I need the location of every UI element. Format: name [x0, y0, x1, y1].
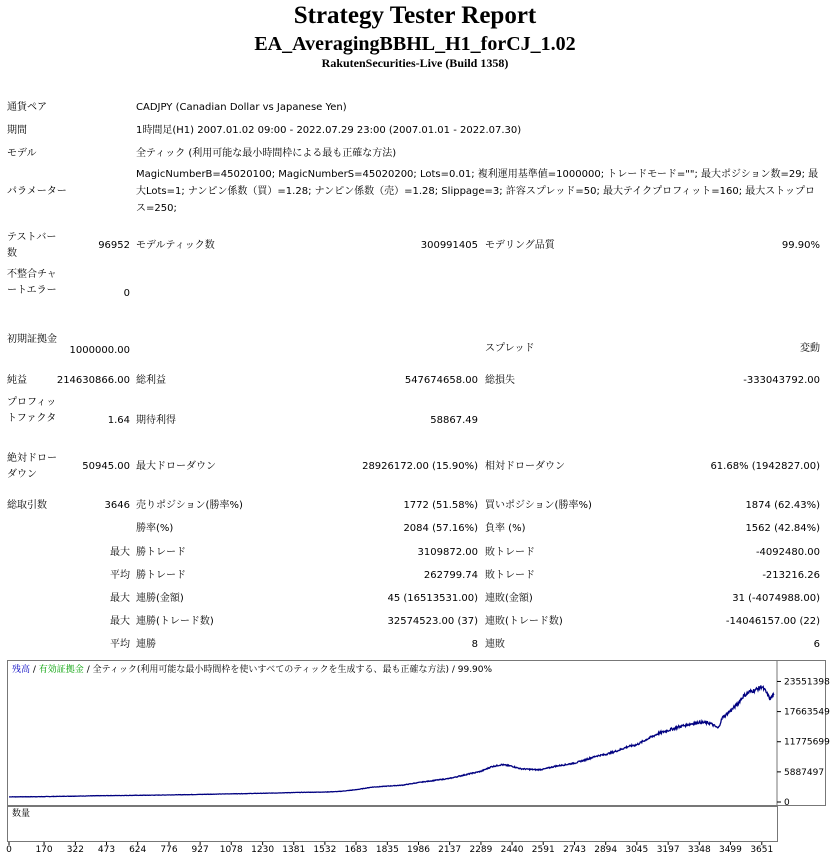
volume-label: 数量 — [12, 809, 31, 819]
loss-label: 負率 (%) — [485, 523, 526, 534]
x-tick-label: 2289 — [469, 845, 493, 855]
grossprofit-value: 547674658.00 — [404, 375, 478, 386]
period-value: 1時間足(H1) 2007.01.02 09:00 - 2022.07.29 23:00 (2007.01.01 - 2022.07.30) — [136, 125, 522, 136]
mismatch-label: 不整合チャートエラー — [7, 269, 57, 296]
y-tick-label: 5887497 — [784, 767, 825, 778]
x-tick-label: 2137 — [438, 845, 462, 855]
short-label: 売りポジション(勝率%) — [136, 500, 243, 511]
long-value: 1874 (62.43%) — [745, 500, 820, 511]
absdd-value: 50945.00 — [82, 461, 130, 472]
x-tick-label: 2591 — [531, 845, 555, 855]
grossloss-value: -333043792.00 — [743, 375, 820, 386]
absdd-label: 絶対ドローダウン — [7, 453, 57, 480]
legend-equity: 有効証拠金 — [38, 665, 84, 675]
x-tick-label: 3651 — [750, 845, 774, 855]
x-tick-label: 3499 — [718, 845, 742, 855]
x-tick-label: 170 — [35, 845, 53, 855]
model-label: モデル — [7, 148, 37, 159]
acl-value: 6 — [813, 639, 820, 650]
mcl-label: 連敗(金額) — [485, 593, 533, 604]
x-tick-label: 2440 — [500, 845, 524, 855]
x-tick-label: 776 — [160, 845, 178, 855]
x-tick-label: 3045 — [625, 845, 649, 855]
awin-label: 勝トレード — [136, 570, 186, 581]
bars-label: テストバー数 — [7, 232, 57, 259]
payoff-value: 58867.49 — [430, 415, 478, 426]
bars-value: 96952 — [98, 240, 130, 251]
y-tick-label: 17663549 — [784, 707, 830, 718]
x-tick-label: 473 — [97, 845, 116, 855]
win-value: 2084 (57.16%) — [403, 523, 478, 534]
long-label: 買いポジション(勝率%) — [485, 500, 592, 511]
acw-value: 8 — [471, 639, 478, 650]
payoff-label: 期待利得 — [136, 415, 176, 426]
x-tick-label: 2894 — [594, 845, 618, 855]
mcn-label: 連敗(トレード数) — [485, 616, 563, 627]
period-label: 期間 — [7, 125, 27, 136]
x-tick-label: 624 — [129, 845, 147, 855]
reldd-value: 61.68% (1942827.00) — [710, 461, 820, 472]
x-tick-label: 1532 — [313, 845, 337, 855]
acw-label: 連勝 — [136, 639, 156, 650]
x-tick-label: 1986 — [407, 845, 430, 855]
y-tick-label: 11775699 — [784, 737, 830, 748]
grossloss-label: 総損失 — [485, 375, 515, 386]
lloss-value: -4092480.00 — [755, 547, 820, 558]
x-tick-label: 927 — [191, 845, 209, 855]
x-tick-label: 1230 — [251, 845, 275, 855]
pf-label: プロフィットファクタ — [7, 397, 57, 424]
mcl-value: 31 (-4074988.00) — [732, 593, 820, 604]
params-label: パラメーター — [7, 186, 67, 197]
mcw-value: 45 (16513531.00) — [387, 593, 478, 604]
netprofit-label: 純益 — [7, 375, 27, 386]
lloss-label: 敗トレード — [485, 547, 535, 558]
mismatch-value: 0 — [123, 288, 130, 299]
acl-label: 連敗 — [485, 639, 505, 650]
balance-line — [9, 685, 774, 797]
volume-chart-frame — [7, 806, 778, 842]
spread-label: スプレッド — [485, 343, 535, 354]
lwin-label: 勝トレード — [136, 547, 186, 558]
quality-value: 99.90% — [781, 240, 820, 251]
mcw-label: 連勝(金額) — [136, 593, 184, 604]
x-tick-label: 1683 — [344, 845, 368, 855]
report-title: Strategy Tester Report — [293, 2, 537, 29]
maxdd-value: 28926172.00 (15.90%) — [362, 461, 478, 472]
x-tick-label: 0 — [6, 845, 12, 855]
legend-sep: / — [32, 665, 39, 675]
maxconsec-prefix: 最大 — [110, 593, 130, 604]
params-value: MagicNumberB=45020100; MagicNumberS=45020200; Lots=0.01; 複利運用基準値=1000000; トレードモード=""; 最大ポジション数=29; 最大Lots=1; ナンピン係数（買）=1.28; ナンピン係数（売）=1.28; Slippage=3; 許容スプレッド=50; 最大テイクプロフィット=160; 最大ストップロス=250; — [136, 169, 819, 214]
mcn-value: -14046157.00 (22) — [725, 616, 820, 627]
short-value: 1772 (51.58%) — [403, 500, 478, 511]
spread-value: 変動 — [800, 343, 820, 354]
x-tick-label: 2743 — [563, 845, 587, 855]
netprofit-value: 214630866.00 — [56, 375, 130, 386]
largest-prefix: 最大 — [110, 547, 130, 558]
loss-value: 1562 (42.84%) — [745, 523, 820, 534]
average-prefix: 平均 — [110, 570, 130, 581]
mcp-value: 32574523.00 (37) — [387, 616, 478, 627]
model-value: 全ティック (利用可能な最小時間枠による最も正確な方法) — [136, 148, 397, 159]
trades-value: 3646 — [104, 500, 130, 511]
pair-value: CADJPY (Canadian Dollar vs Japanese Yen) — [136, 102, 347, 113]
trades-label: 総取引数 — [7, 500, 47, 511]
broker-name: RakutenSecurities-Live (Build 1358) — [321, 56, 509, 70]
y-tick-label: 23551398 — [784, 677, 830, 688]
deposit-label: 初期証拠金 — [7, 334, 57, 345]
grossprofit-label: 総利益 — [136, 375, 166, 386]
aloss-value: -213216.26 — [762, 570, 820, 581]
mcp-label: 連勝(トレード数) — [136, 616, 214, 627]
maxdd-label: 最大ドローダウン — [136, 461, 216, 472]
x-tick-label: 322 — [66, 845, 84, 855]
win-label: 勝率(%) — [136, 523, 174, 534]
maxcount-prefix: 最大 — [110, 616, 130, 627]
legend-balance: 残高 — [12, 665, 31, 675]
ticks-value: 300991405 — [420, 240, 478, 251]
legend-rest: / 全ティック(利用可能な最小時間枠を使いすべてのティックを生成する、最も正確な方法) / 99.90% — [86, 665, 493, 675]
pf-value: 1.64 — [107, 415, 130, 426]
x-tick-label: 3197 — [656, 845, 680, 855]
x-tick-label: 1078 — [219, 845, 243, 855]
lwin-value: 3109872.00 — [417, 547, 478, 558]
ea-name: EA_AveragingBBHL_H1_forCJ_1.02 — [254, 33, 576, 55]
awin-value: 262799.74 — [423, 570, 478, 581]
x-tick-label: 3348 — [687, 845, 711, 855]
x-tick-label: 1381 — [282, 845, 306, 855]
avgconsec-prefix: 平均 — [110, 639, 130, 650]
aloss-label: 敗トレード — [485, 570, 535, 581]
quality-label: モデリング品質 — [485, 240, 555, 251]
pair-label: 通貨ペア — [7, 102, 47, 113]
deposit-value: 1000000.00 — [69, 345, 130, 356]
y-tick-label: 0 — [784, 798, 790, 808]
ticks-label: モデルティック数 — [136, 240, 215, 251]
reldd-label: 相対ドローダウン — [485, 461, 565, 472]
x-tick-label: 1835 — [375, 845, 399, 855]
